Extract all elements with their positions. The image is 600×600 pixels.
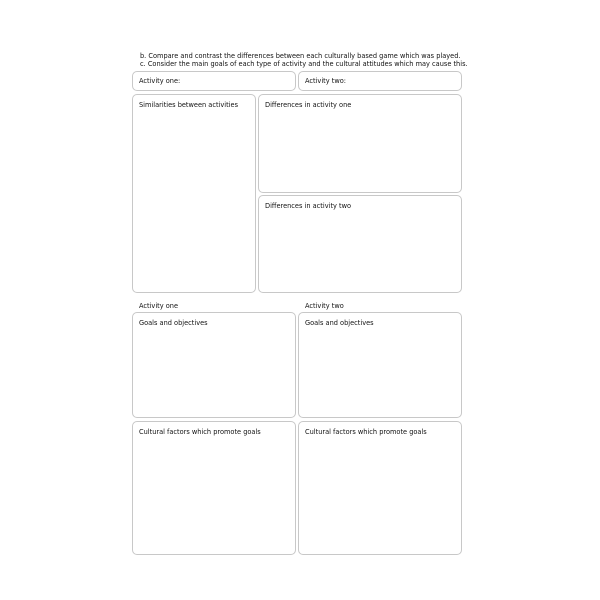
cultural-factors-activity-one-label: Cultural factors which promote goals: [139, 428, 261, 436]
similarities-label: Similarities between activities: [139, 101, 239, 109]
instruction-c: c. Consider the main goals of each type of activity and the cultural attitudes which may cause this.: [140, 60, 468, 68]
goals-activity-two-label: Goals and objectives: [305, 319, 374, 327]
similarities-box[interactable]: [132, 94, 256, 293]
bottom-left-heading: Activity one: [139, 302, 179, 310]
goals-activity-one-label: Goals and objectives: [139, 319, 208, 327]
cultural-factors-activity-one-box[interactable]: [132, 421, 296, 555]
differences-activity-one-label: Differences in activity one: [265, 101, 352, 109]
differences-activity-two-box[interactable]: [258, 195, 462, 293]
bottom-right-heading: Activity two: [305, 302, 344, 310]
instruction-b: b. Compare and contrast the differences between each culturally based game which was played.: [140, 52, 461, 60]
activity-two-field[interactable]: [298, 71, 462, 91]
cultural-factors-activity-two-label: Cultural factors which promote goals: [305, 428, 427, 436]
differences-activity-two-label: Differences in activity two: [265, 202, 352, 210]
activity-one-label: Activity one:: [139, 77, 181, 85]
goals-activity-one-box[interactable]: [132, 312, 296, 418]
activity-one-field[interactable]: [132, 71, 296, 91]
goals-activity-two-box[interactable]: [298, 312, 462, 418]
cultural-factors-activity-two-box[interactable]: [298, 421, 462, 555]
activity-two-label: Activity two:: [305, 77, 346, 85]
differences-activity-one-box[interactable]: [258, 94, 462, 193]
